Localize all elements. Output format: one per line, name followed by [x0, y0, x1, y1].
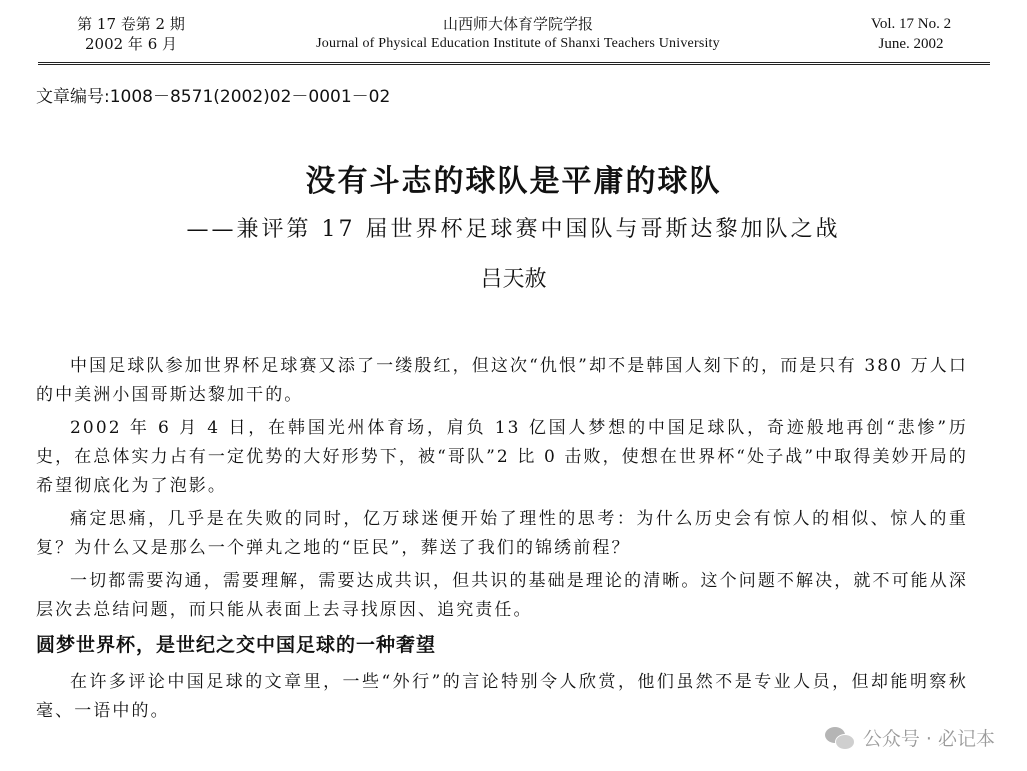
volume-en: Vol. 17 No. 2: [870, 16, 952, 32]
header-center: [258, 14, 778, 54]
header-left: [46, 14, 216, 54]
author-name: 吕天赦: [480, 267, 547, 292]
watermark: [825, 724, 995, 751]
date-en: June. 2002: [878, 36, 944, 52]
article-body: [36, 352, 968, 730]
wechat-icon: [825, 725, 855, 751]
journal-header: [38, 12, 990, 65]
article-title: 没有斗志的球队是平庸的球队: [305, 164, 722, 199]
date-cn: 2002 年 6 月: [84, 35, 178, 53]
header-right: [836, 14, 986, 54]
paragraph: 中国足球队参加世界杯足球赛又添了一缕殷红，但这次“仇恨”却不是韩国人刻下的，而是只有 380 万人口的中美洲小国哥斯达黎加干的。: [36, 356, 968, 405]
paragraph: 2002 年 6 月 4 日，在韩国光州体育场，肩负 13 亿国人梦想的中国足球队，奇迹般地再创“悲惨”历史，在总体实力占有一定优势的大好形势下，被“哥队”2 比 0 击败，使想在世界杯“处子战”中取得美妙开局的希望彻底化为了泡影。: [36, 418, 968, 496]
article-subtitle: ——兼评第 17 届世界杯足球赛中国队与哥斯达黎加队之战: [186, 217, 841, 242]
paragraph: 痛定思痛，几乎是在失败的同时，亿万球迷便开始了理性的思考：为什么历史会有惊人的相似、惊人的重复？为什么又是那么一个弹丸之地的“臣民”，葬送了我们的锦绣前程？: [36, 509, 968, 558]
paragraph: 一切都需要沟通，需要理解，需要达成共识，但共识的基础是理论的清晰。这个问题不解决，就不可能从深层次去总结问题，而只能从表面上去寻找原因、追究责任。: [36, 571, 968, 620]
volume-cn: 第 17 卷第 2 期: [77, 15, 185, 33]
paragraph: 在许多评论中国足球的文章里，一些“外行”的言论特别令人欣赏，他们虽然不是专业人员，但却能明察秋毫、一语中的。: [36, 672, 968, 721]
journal-name-cn: 山西师大体育学院学报: [442, 15, 593, 33]
journal-name-en: Journal of Physical Education Institute of Shanxi Teachers University: [316, 36, 720, 51]
article-number: 文章编号:1008－8571(2002)02－0001－02: [36, 87, 391, 107]
watermark-text: 公众号 · 必记本: [862, 728, 995, 750]
section-heading: 圆梦世界杯，是世纪之交中国足球的一种奢望: [36, 634, 437, 656]
